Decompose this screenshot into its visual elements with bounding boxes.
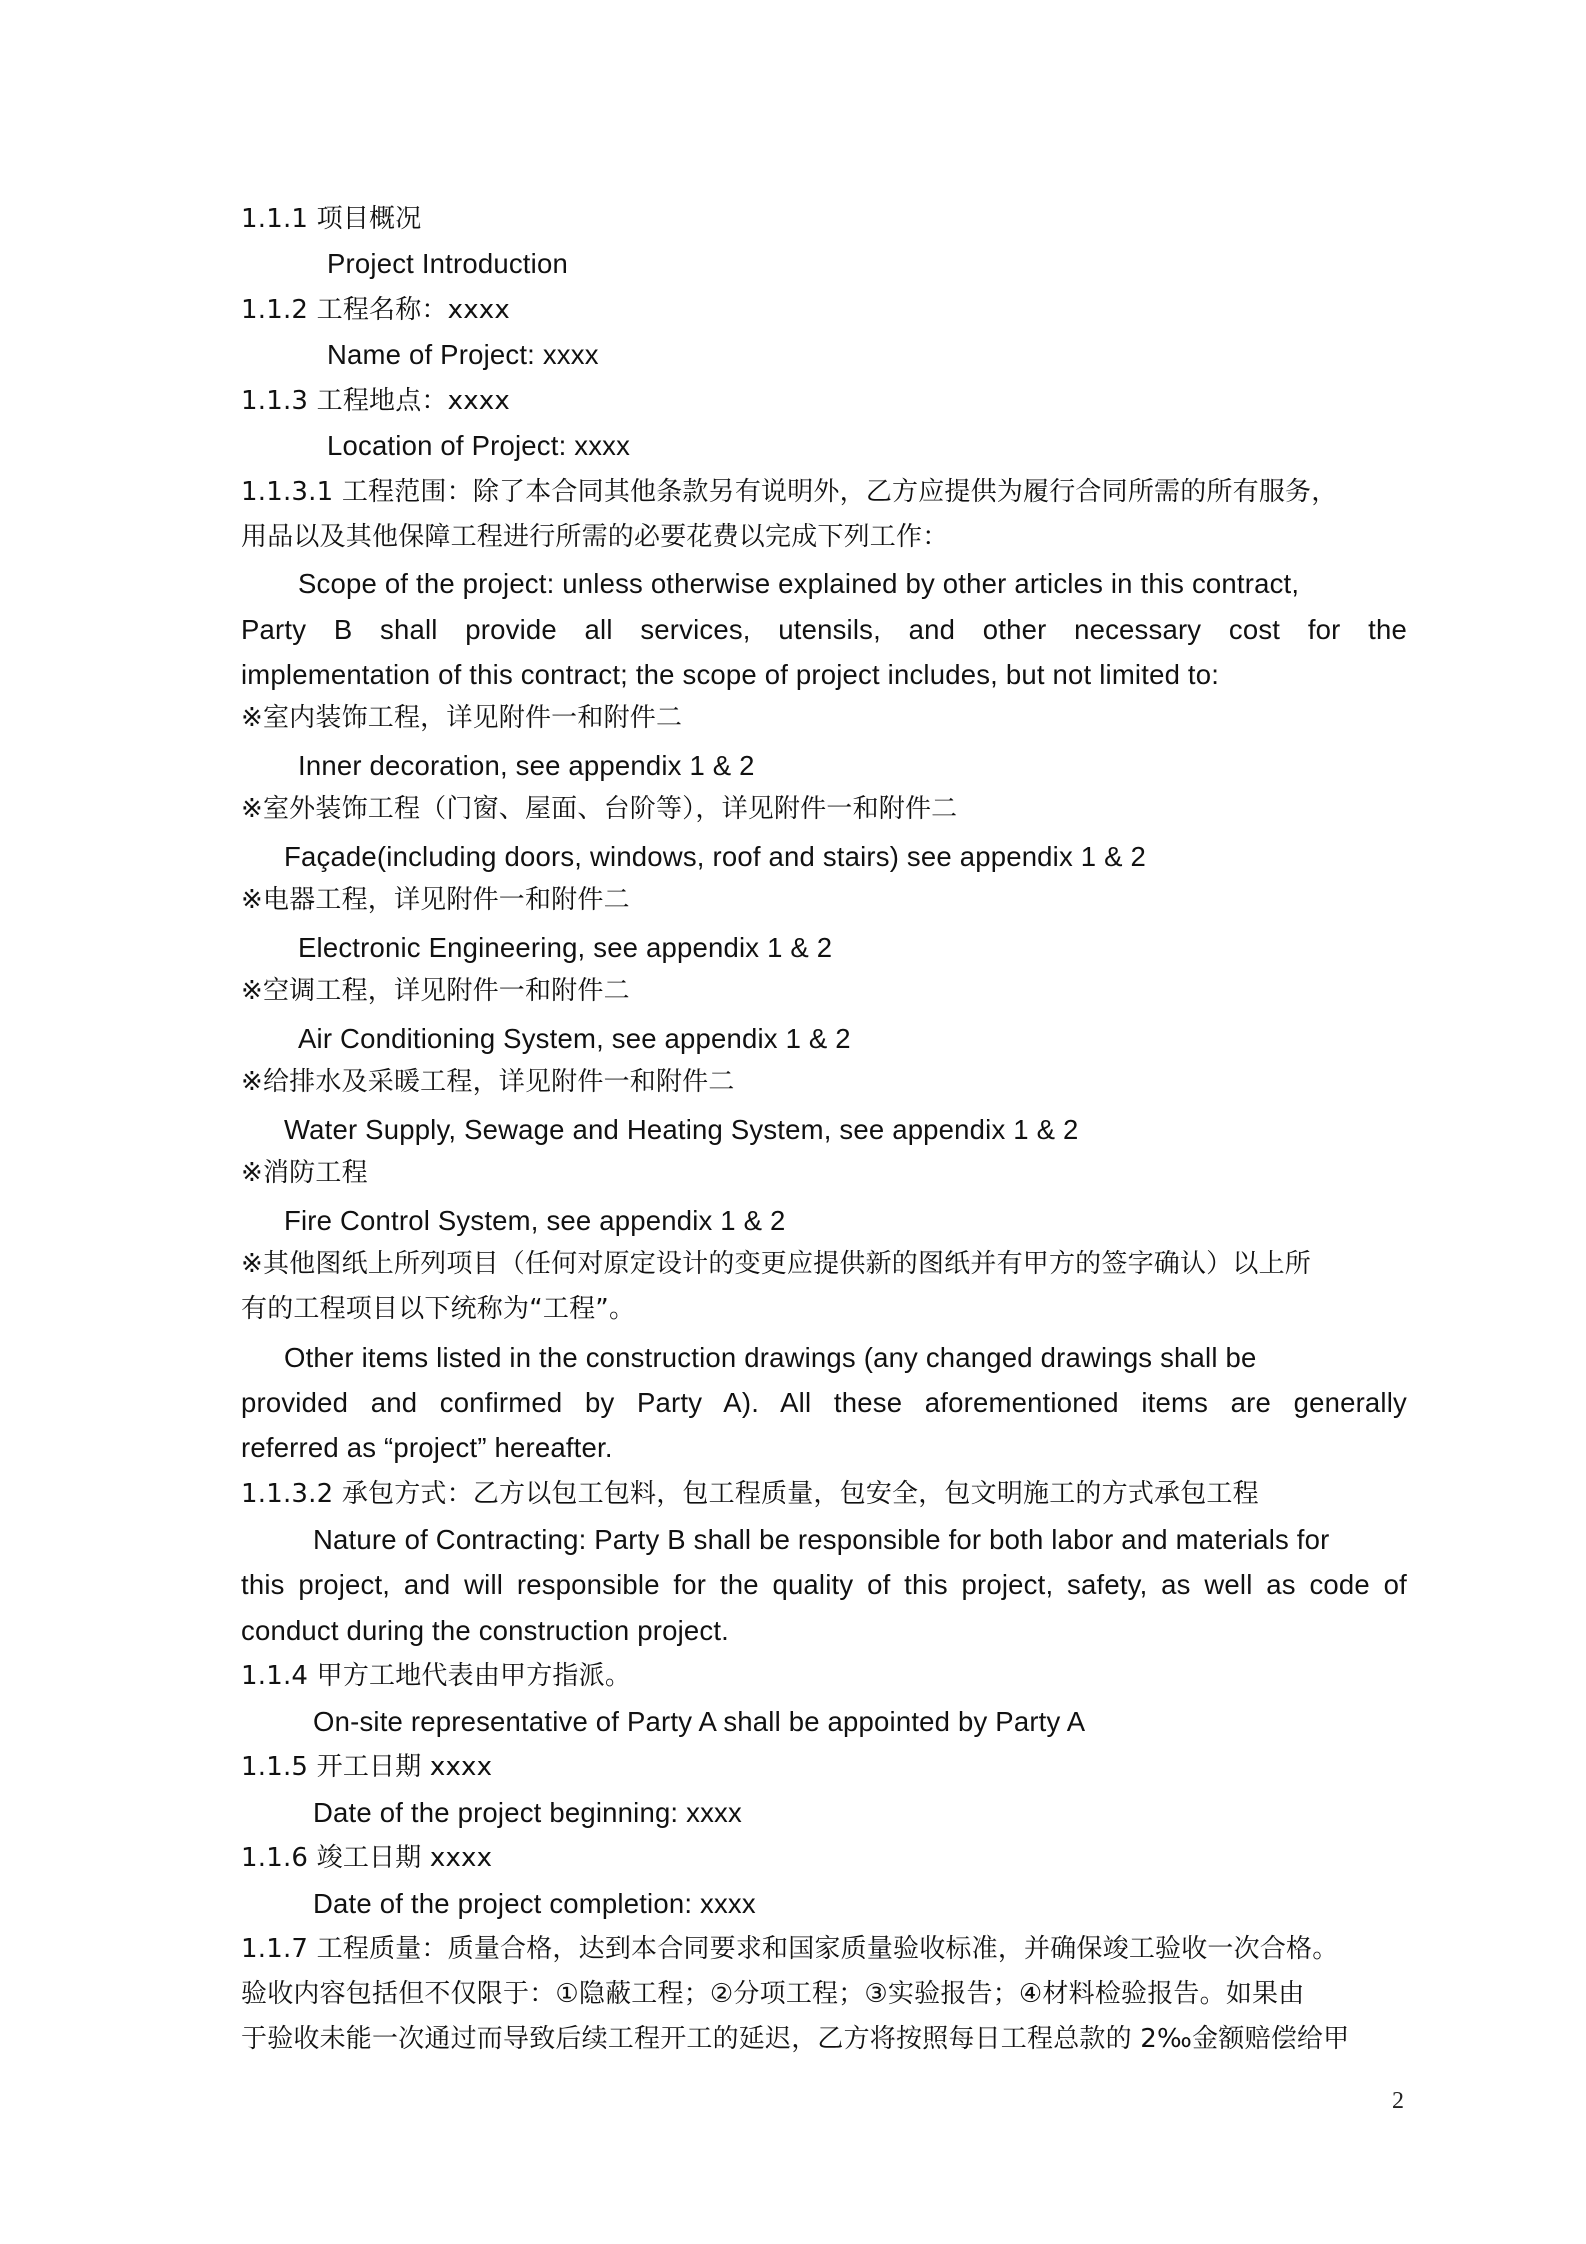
text-line: On-site representative of Party A shall be appointed by Party A — [313, 1706, 1086, 1737]
scope-item: ※室外装饰工程（门窗、屋面、台阶等），详见附件一和附件二 — [241, 794, 958, 824]
heading-1-1-3: 1.1.3 工程地点：xxxx — [241, 386, 510, 416]
scope-item: ※给排水及采暖工程，详见附件一和附件二 — [241, 1067, 735, 1097]
heading-1-1-6: 1.1.6 竣工日期 xxxx — [241, 1843, 493, 1873]
text-line: Air Conditioning System, see appendix 1 & 2 — [298, 1023, 851, 1054]
text-line: Project Introduction — [327, 248, 568, 279]
heading-1-1-2: 1.1.2 工程名称：xxxx — [241, 295, 510, 325]
text-line: provided and confirmed by Party A). All these aforementioned items are generally — [241, 1387, 1407, 1418]
heading-1-1-5: 1.1.5 开工日期 xxxx — [241, 1752, 493, 1782]
text-line: Date of the project completion: xxxx — [313, 1888, 756, 1919]
scope-item: ※消防工程 — [241, 1158, 368, 1188]
heading-1-1-3-2: 1.1.3.2 承包方式：乙方以包工包料，包工程质量，包安全，包文明施工的方式承包工程 — [241, 1479, 1259, 1509]
text-line: Nature of Contracting: Party B shall be responsible for both labor and materials for — [313, 1524, 1330, 1555]
page-number: 2 — [1392, 2088, 1404, 2114]
text-line: Other items listed in the construction drawings (any changed drawings shall be — [284, 1342, 1257, 1373]
text-line: 用品以及其他保障工程进行所需的必要花费以完成下列工作： — [241, 522, 949, 552]
text-line: Electronic Engineering, see appendix 1 & 2 — [298, 932, 833, 963]
heading-1-1-3-1: 1.1.3.1 工程范围：除了本合同其他条款另有说明外，乙方应提供为履行合同所需的所有服务， — [241, 477, 1338, 507]
text-line: this project, and will responsible for the quality of this project, safety, as well as code of — [241, 1569, 1407, 1600]
text-line: Date of the project beginning: xxxx — [313, 1797, 742, 1828]
text-line: referred as “project” hereafter. — [241, 1432, 613, 1463]
text-line: Inner decoration, see appendix 1 & 2 — [298, 750, 755, 781]
heading-1-1-7: 1.1.7 工程质量：质量合格，达到本合同要求和国家质量验收标准，并确保竣工验收一次合格。 — [241, 1934, 1339, 1964]
text-line: Scope of the project: unless otherwise explained by other articles in this contract, — [298, 568, 1300, 599]
text-line: implementation of this contract; the scope of project includes, but not limited to: — [241, 659, 1220, 690]
text-line: Water Supply, Sewage and Heating System, see appendix 1 & 2 — [284, 1114, 1079, 1145]
scope-item: ※空调工程，详见附件一和附件二 — [241, 976, 630, 1006]
text-line: 有的工程项目以下统称为“工程”。 — [241, 1294, 636, 1324]
scope-item: ※电器工程，详见附件一和附件二 — [241, 885, 630, 915]
heading-1-1-4: 1.1.4 甲方工地代表由甲方指派。 — [241, 1661, 632, 1691]
text-line: Location of Project: xxxx — [327, 430, 631, 461]
text-line: Façade(including doors, windows, roof and stairs) see appendix 1 & 2 — [284, 841, 1146, 872]
text-line: conduct during the construction project. — [241, 1615, 730, 1646]
text-line: Name of Project: xxxx — [327, 339, 599, 370]
text-line: 验收内容包括但不仅限于：①隐蔽工程；②分项工程；③实验报告；④材料检验报告。如果由 — [241, 1979, 1305, 2009]
heading-1-1-1: 1.1.1 项目概况 — [241, 204, 422, 234]
scope-item: ※室内装饰工程，详见附件一和附件二 — [241, 703, 683, 733]
text-line: Party B shall provide all services, utensils, and other necessary cost for the — [241, 614, 1407, 645]
text-line: Fire Control System, see appendix 1 & 2 — [284, 1205, 786, 1236]
text-line: 于验收未能一次通过而导致后续工程开工的延迟，乙方将按照每日工程总款的 2‰金额赔偿给甲 — [241, 2024, 1350, 2054]
scope-item: ※其他图纸上所列项目（任何对原定设计的变更应提供新的图纸并有甲方的签字确认）以上所 — [241, 1249, 1311, 1279]
